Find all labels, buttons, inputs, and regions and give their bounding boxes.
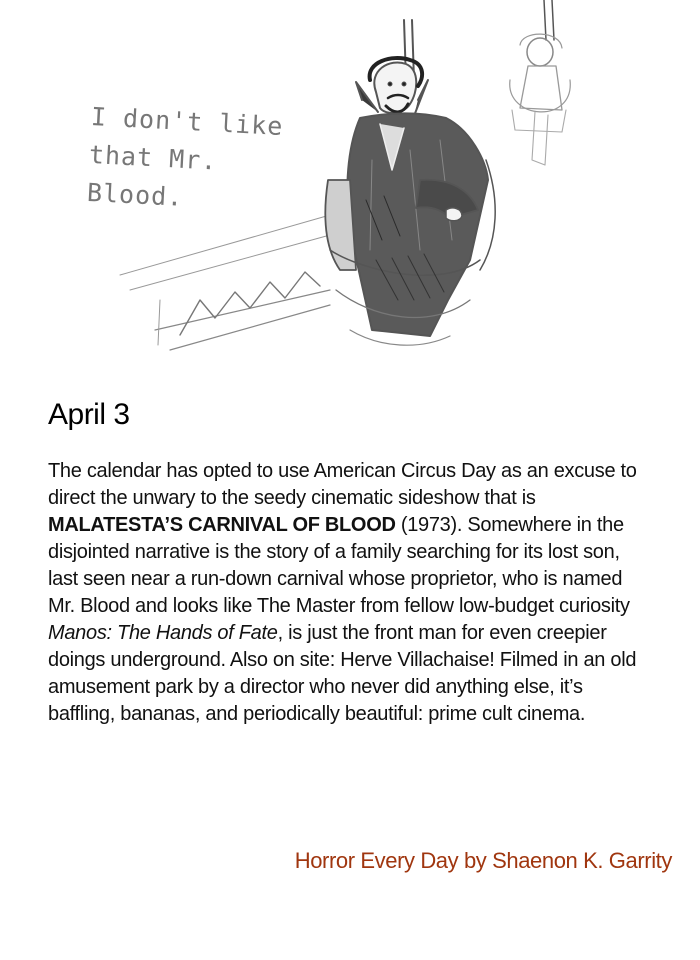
entry-body-text: [48, 458, 638, 728]
film-title: MALATESTA’S CARNIVAL OF BLOOD: [48, 514, 396, 536]
caption-line-1: I don't like: [90, 101, 285, 142]
body-text-part-2: (1973). Somewhere in the disjointed narrative is the story of a family searching for its lost son, last seen near a run-down carnival whose proprietor, who is named Mr. Blood and looks like The Master from fellow low-budget curiosity: [48, 514, 630, 617]
body-text-part-1: The calendar has opted to use American Circus Day as an excuse to direct the unwary to the seedy cinematic sideshow that is: [48, 460, 637, 509]
body-text-part-3: , is just the front man for even creepier doings underground. Also on site: Herve Villachaise! Filmed in an old amusement park by a director who never did anything else, it’s baffling, bananas, and periodically beautiful: prime cult cinema.: [48, 622, 637, 725]
reference-film-title: Manos: The Hands of Fate: [48, 622, 278, 644]
caption-line-2: that Mr. Blood.: [86, 139, 219, 212]
author-credit: Horror Every Day by Shaenon K. Garrity: [294, 848, 672, 873]
entry-date-heading: April 3: [48, 398, 130, 431]
handwritten-caption: [86, 98, 312, 223]
